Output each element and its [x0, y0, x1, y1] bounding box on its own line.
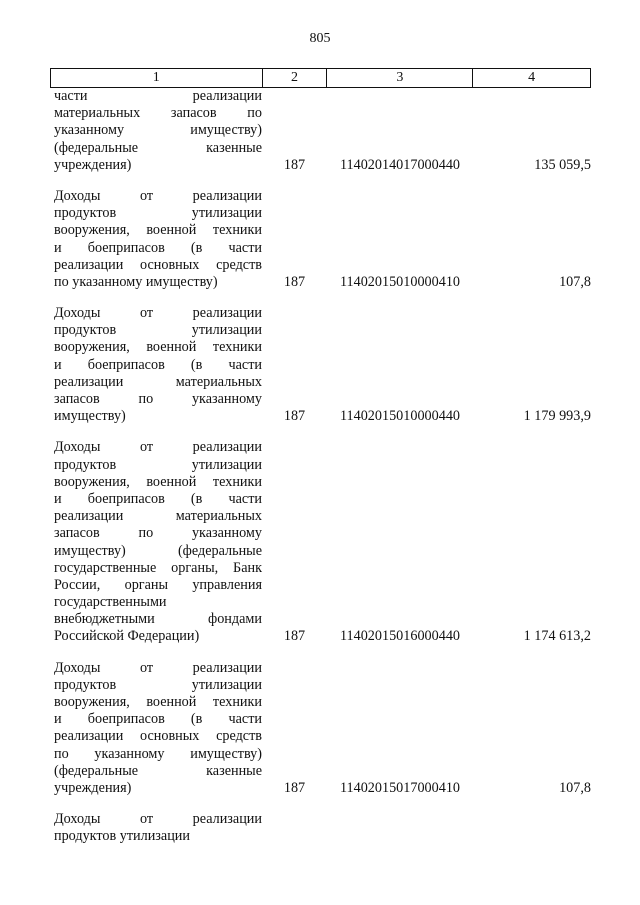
admin-code: 187: [283, 156, 306, 173]
description-line: реализации основных средств: [54, 728, 262, 745]
description-line: вооружения, военной техники: [54, 222, 262, 239]
table-row: [50, 188, 591, 291]
budget-table: [50, 68, 591, 846]
amount: 107,8: [559, 779, 591, 796]
description-line: материальных запасов по: [54, 105, 262, 122]
admin-code: 187: [283, 408, 306, 425]
description-line: указанному имуществу): [54, 122, 262, 139]
amount: 135 059,5: [534, 156, 591, 173]
description-line: продуктов утилизации: [54, 322, 262, 339]
description-line: вооружения, военной техники: [54, 694, 262, 710]
table-header-row: [50, 68, 591, 88]
description-line: имуществу) (федеральные: [54, 542, 262, 559]
description-line: и боеприпасов (в части: [54, 490, 262, 507]
description-line: продуктов утилизации: [54, 828, 190, 845]
revenue-description: [54, 439, 262, 645]
description-line: (федеральные казенные: [54, 139, 262, 156]
description-line: и боеприпасов (в части: [54, 356, 262, 373]
description-line: России, органы управления: [54, 576, 262, 593]
table-row: [50, 88, 591, 174]
description-line: части реализации: [54, 88, 262, 104]
amount: 1 179 993,9: [523, 408, 591, 425]
description-line: продуктов утилизации: [54, 676, 262, 693]
revenue-description: [54, 88, 262, 174]
table-row: [50, 811, 591, 845]
description-line: государственные органы, Банк: [54, 559, 262, 576]
description-line: вооружения, военной техники: [54, 473, 262, 490]
revenue-description: [54, 305, 262, 425]
description-line: реализации материальных: [54, 373, 262, 390]
description-line: вооружения, военной техники: [54, 339, 262, 356]
description-line: и боеприпасов (в части: [54, 711, 262, 728]
description-line: запасов по указанному: [54, 391, 262, 407]
header-col-1: 1: [51, 69, 263, 87]
description-line: Доходы от реализации: [54, 439, 262, 456]
amount: 1 174 613,2: [523, 628, 591, 645]
revenue-description: [54, 188, 262, 291]
budget-classification-code: 11402015010000440: [339, 408, 461, 425]
description-line: Доходы от реализации: [54, 187, 262, 204]
budget-classification-code: 11402015010000410: [339, 273, 461, 290]
page-number: 805: [309, 31, 331, 46]
header-col-2: 2: [263, 69, 328, 87]
description-line: Доходы от реализации: [54, 305, 262, 322]
description-line: государственными: [54, 594, 167, 611]
description-line: внебюджетными фондами: [54, 611, 262, 628]
description-line: Доходы от реализации: [54, 811, 262, 828]
description-line: продуктов утилизации: [54, 205, 262, 222]
description-line: по указанному имуществу): [54, 745, 262, 762]
description-line: по указанному имуществу): [54, 273, 218, 290]
table-body: [50, 88, 591, 846]
description-line: реализации основных средств: [54, 256, 262, 273]
description-line: и боеприпасов (в части: [54, 239, 262, 256]
admin-code: 187: [283, 628, 306, 645]
description-line: запасов по указанному: [54, 525, 262, 542]
table-row: [50, 439, 591, 645]
table-row: [50, 305, 591, 425]
admin-code: 187: [283, 779, 306, 796]
description-line: имуществу): [54, 408, 126, 425]
budget-classification-code: 11402015017000410: [339, 779, 461, 796]
description-line: Доходы от реализации: [54, 659, 262, 676]
description-line: Российской Федерации): [54, 628, 200, 645]
revenue-description: [54, 660, 262, 798]
description-line: продуктов утилизации: [54, 456, 262, 473]
header-col-4: 4: [473, 69, 591, 87]
header-col-3: 3: [327, 69, 473, 87]
description-line: учреждения): [54, 779, 132, 796]
revenue-description: [54, 811, 262, 845]
budget-classification-code: 11402015016000440: [339, 628, 461, 645]
admin-code: 187: [283, 273, 306, 290]
budget-classification-code: 11402014017000440: [339, 156, 461, 173]
amount: 107,8: [559, 273, 591, 290]
description-line: учреждения): [54, 156, 132, 173]
table-row: [50, 660, 591, 798]
description-line: (федеральные казенные: [54, 762, 262, 779]
description-line: реализации материальных: [54, 508, 262, 525]
